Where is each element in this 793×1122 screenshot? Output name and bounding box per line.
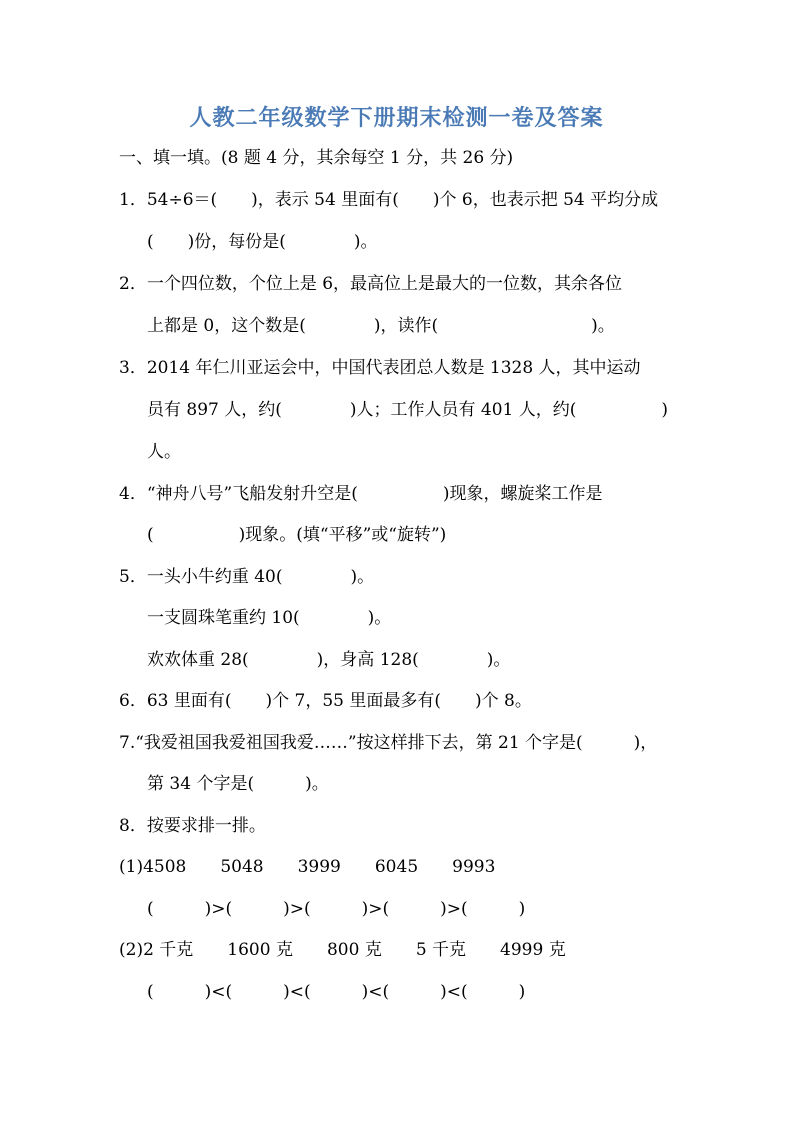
question-7-line-1: 7.“我爱祖国我爱祖国我爱……”按这样排下去，第 21 个字是( )， — [119, 733, 658, 753]
question-8-heading: 8．按要求排一排。 — [119, 816, 266, 836]
question-2-line-1: 2．一个四位数，个位上是 6，最高位上是最大的一位数，其余各位 — [119, 274, 623, 294]
question-4-line-2: ( )现象。(填“平移”或“旋转”) — [147, 525, 447, 545]
question-4-line-1: 4．“神舟八号”飞船发射升空是( )现象，螺旋桨工作是 — [119, 484, 603, 504]
question-5-line-2: 一支圆珠笔重约 10( )。 — [147, 608, 392, 628]
question-3-line-2: 员有 897 人，约( )人；工作人员有 401 人，约( ) — [147, 400, 669, 420]
question-5-line-3: 欢欢体重 28( )，身高 128( )。 — [147, 650, 511, 670]
question-3-line-1: 3．2014 年仁川亚运会中，中国代表团总人数是 1328 人，其中运动 — [119, 358, 641, 378]
question-8-part-1-items: (1)4508 5048 3999 6045 9993 — [119, 857, 496, 877]
question-8-part-2-blanks: ( )<( )<( )<( )<( ) — [147, 982, 526, 1002]
question-1-line-2: ( )份，每份是( )。 — [147, 232, 378, 252]
question-6-line-1: 6．63 里面有( )个 7，55 里面最多有( )个 8。 — [119, 691, 532, 711]
question-7-line-2: 第 34 个字是( )。 — [147, 774, 329, 794]
question-3-line-3: 人。 — [147, 442, 181, 462]
question-2-line-2: 上都是 0，这个数是( )，读作( )。 — [147, 316, 615, 336]
page-title: 人教二年级数学下册期末检测一卷及答案 — [189, 106, 604, 131]
section-heading: 一、填一填。(8 题 4 分，其余每空 1 分，共 26 分) — [119, 148, 514, 168]
question-1-line-1: 1．54÷6＝( )，表示 54 里面有( )个 6，也表示把 54 平均分成 — [119, 190, 659, 210]
question-8-part-2-items: (2)2 千克 1600 克 800 克 5 千克 4999 克 — [119, 940, 566, 960]
question-8-part-1-blanks: ( )>( )>( )>( )>( ) — [147, 899, 526, 919]
question-5-line-1: 5．一头小牛约重 40( )。 — [119, 567, 375, 587]
